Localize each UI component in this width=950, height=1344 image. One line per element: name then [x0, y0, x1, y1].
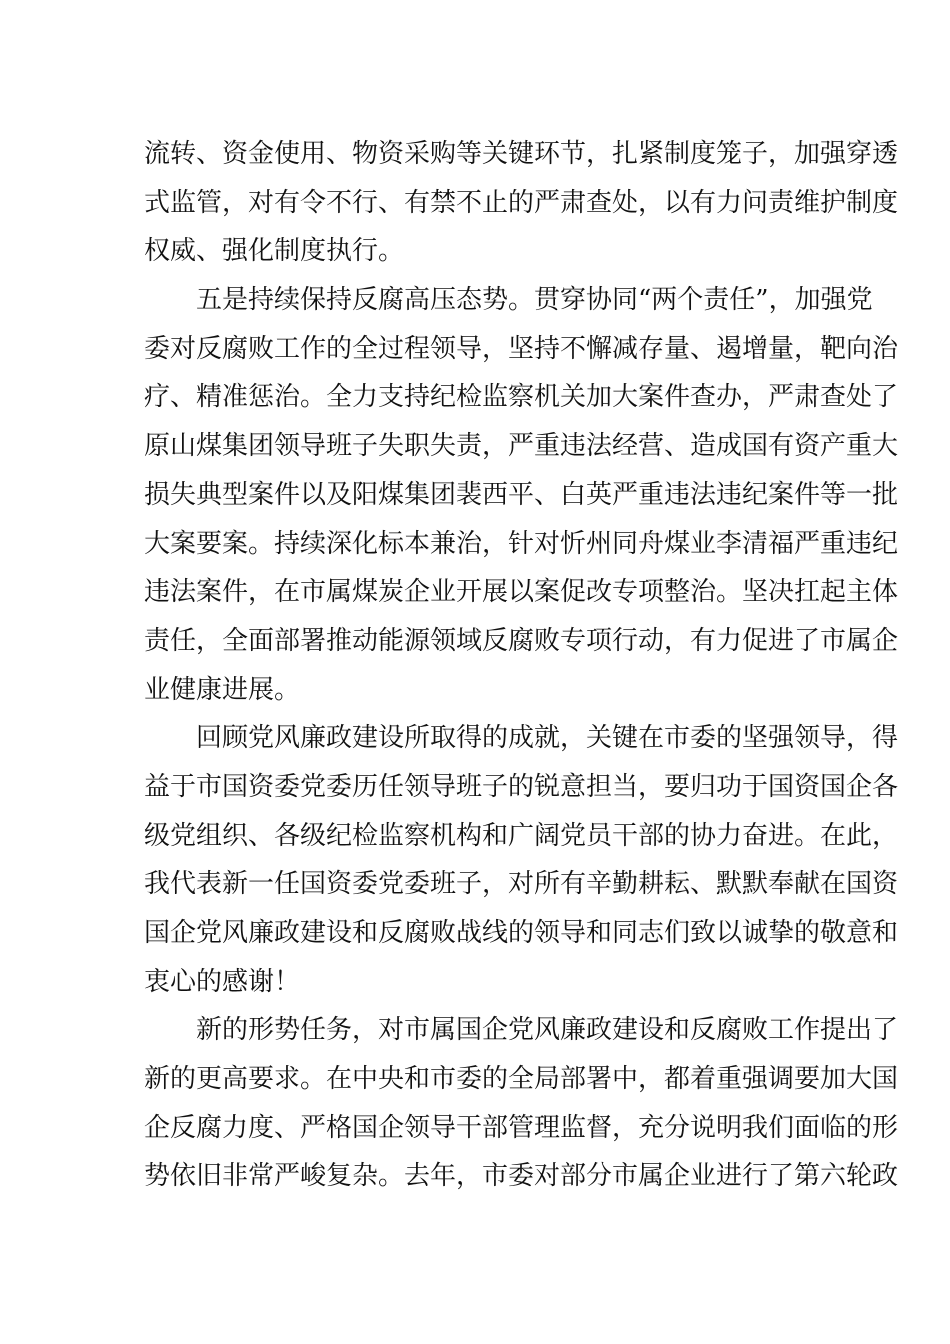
- text-line: 业健康进展。: [144, 674, 301, 705]
- text-line: 势依旧非常严峻复杂。去年，市委对部分市属企业进行了第六轮政: [144, 1161, 899, 1192]
- text-line: 回顾党风廉政建设所取得的成就，关键在市委的坚强领导，得: [196, 723, 899, 754]
- text-line: 衷心的感谢！: [144, 966, 301, 997]
- text-line: 权威、强化制度执行。: [144, 236, 405, 267]
- paragraph: [144, 276, 899, 714]
- text-line: 我代表新一任国资委党委班子，对所有辛勤耕耘、默默奉献在国资: [144, 869, 899, 900]
- text-line: 式监管，对有令不行、有禁不止的严肃查处，以有力问责维护制度: [144, 187, 899, 218]
- text-line: 国企党风廉政建设和反腐败战线的领导和同志们致以诚挚的敬意和: [144, 918, 899, 948]
- text-line: 级党组织、各级纪检监察机构和广阔党员干部的协力奋进。在此，: [144, 820, 899, 851]
- text-line: 新的形势任务，对市属国企党风廉政建设和反腐败工作提出了: [196, 1015, 899, 1046]
- text-line: 新的更高要求。在中央和市委的全局部署中，都着重强调要加大国: [144, 1064, 899, 1095]
- text-line: 原山煤集团领导班子失职失责，严重违法经营、造成国有资产重大: [144, 431, 899, 462]
- text-line: 违法案件，在市属煤炭企业开展以案促改专项整治。坚决扛起主体: [144, 577, 899, 608]
- text-line: 责任，全面部署推动能源领域反腐败专项行动，有力促进了市属企: [144, 625, 899, 656]
- document-body: [144, 130, 899, 1201]
- text-line: 企反腐力度、严格国企领导干部管理监督，充分说明我们面临的形: [144, 1112, 899, 1143]
- paragraph: [144, 714, 899, 1006]
- text-line: 益于市国资委党委历任领导班子的锐意担当，要归功于国资国企各: [144, 771, 899, 802]
- text-line: 五是持续保持反腐高压态势。贯穿协同“两个责任”，加强党: [196, 285, 873, 316]
- text-line: 大案要案。持续深化标本兼治，针对忻州同舟煤业李清福严重违纪: [144, 528, 899, 559]
- text-line: 流转、资金使用、物资采购等关键环节，扎紧制度笼子，加强穿透: [144, 139, 899, 169]
- text-line: 疗、精准惩治。全力支持纪检监察机关加大案件查办，严肃查处了: [144, 382, 899, 413]
- text-line: 损失典型案件以及阳煤集团裴西平、白英严重违法违纪案件等一批: [144, 479, 899, 510]
- paragraph: [144, 130, 899, 276]
- paragraph: [144, 1006, 899, 1201]
- text-line: 委对反腐败工作的全过程领导，坚持不懈减存量、遏增量，靶向治: [144, 333, 899, 364]
